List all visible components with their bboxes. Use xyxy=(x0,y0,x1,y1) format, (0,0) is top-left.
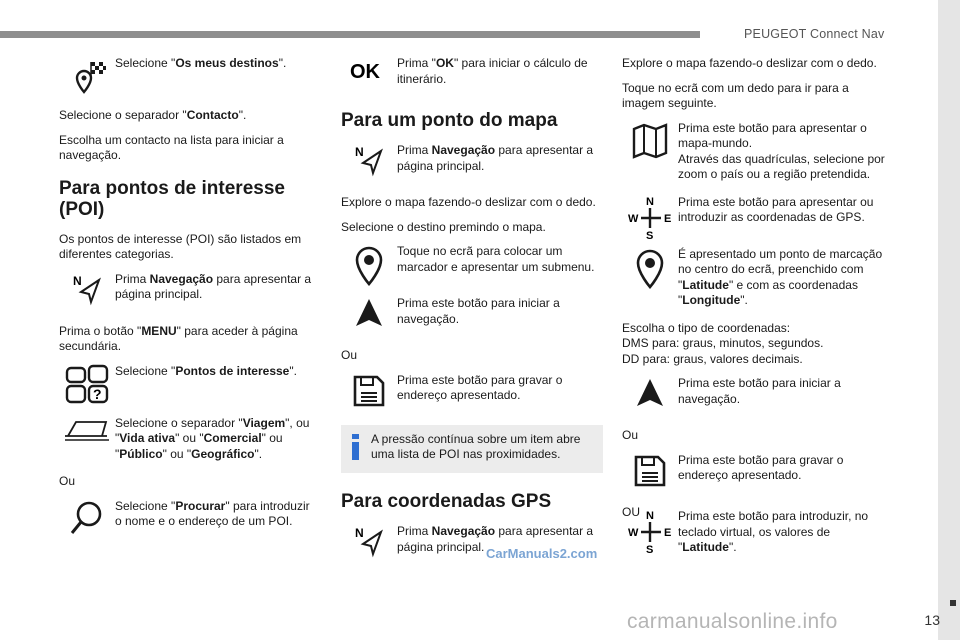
poi-intro: Os pontos de interesse (POI) são listados em diferentes categorias. xyxy=(59,231,302,261)
header-rule xyxy=(0,31,700,38)
heading-gps: Para coordenadas GPS xyxy=(341,491,552,512)
ok-icon-label: OK xyxy=(350,61,380,83)
svg-text:N: N xyxy=(355,526,364,540)
step-points-of-interest xyxy=(59,364,315,404)
watermark-carmanualsonline: carmanualsonline.info xyxy=(627,610,838,633)
select-contact-tab: Selecione o separador "Contacto". xyxy=(59,108,247,122)
column-3 xyxy=(622,56,886,568)
step-my-destinations xyxy=(59,56,315,96)
step-marker-displayed xyxy=(622,247,886,309)
step-gps-coordinates-text: Prima este botão para apresentar ou introduzir as coordenadas de GPS. xyxy=(678,194,874,224)
search-icon xyxy=(59,499,115,539)
or-text: Ou xyxy=(622,428,639,442)
info-text: A pressão contínua sobre um item abre uma lista de POI nas proximidades. xyxy=(371,431,581,461)
step-start-navigation-2-text: Prima este botão para iniciar a navegação. xyxy=(678,376,841,406)
info-icon xyxy=(349,432,365,467)
step-marker-displayed-text: É apresentado um ponto de marcação no centro do ecrã, preenchido com "Latitude" e com as coordenadas "Longitude". xyxy=(678,246,883,307)
ok-icon xyxy=(341,56,397,96)
watermark-carmanuals: CarManuals2.com xyxy=(486,546,598,561)
poi-categories-icon xyxy=(59,364,115,404)
compass-west-label: W xyxy=(628,527,639,539)
menu-button-instruction: Prima o botão "MENU" para aceder à página secundária. xyxy=(59,323,298,353)
destination-flag-icon xyxy=(59,56,115,96)
step-navigation-3-text: Prima Navegação para apresentar a página principal. xyxy=(397,524,594,554)
step-category-tab-text: Selecione o separador "Viagem", ou "Vida ativa" ou "Comercial" ou "Público" ou "Geográfico". xyxy=(115,415,310,461)
or-text: Ou xyxy=(59,474,76,488)
step-category-tab xyxy=(59,416,315,463)
manual-title: PEUGEOT Connect Nav xyxy=(744,27,885,41)
navigation-icon xyxy=(341,143,397,183)
step-enter-latitude xyxy=(622,509,886,556)
compass-south-label: S xyxy=(646,229,654,241)
compass-north-label: N xyxy=(646,195,654,208)
step-points-of-interest-text: Selecione "Pontos de interesse". xyxy=(115,363,297,378)
step-place-marker-text: Toque no ecrã para colocar um marcador e apresentar um submenu. xyxy=(397,244,595,274)
step-save-address xyxy=(341,373,603,413)
step-save-address-2-text: Prima este botão para gravar o endereço apresentado. xyxy=(678,452,844,482)
step-navigation-2-text: Prima Navegação para apresentar a página principal. xyxy=(397,143,594,173)
step-start-navigation-2 xyxy=(622,376,886,416)
or-text-upper: OU xyxy=(622,504,640,519)
compass-icon xyxy=(622,509,678,555)
world-map-icon xyxy=(622,121,678,161)
page-number: 13 xyxy=(924,612,940,628)
step-navigation xyxy=(59,272,315,312)
heading-map-point: Para um ponto do mapa xyxy=(341,110,558,131)
compass-east-label: E xyxy=(664,527,672,539)
navigation-icon xyxy=(341,524,397,564)
save-icon xyxy=(622,453,678,493)
map-pin-icon xyxy=(622,247,678,287)
svg-text:N: N xyxy=(73,273,82,288)
start-navigation-icon xyxy=(622,376,678,416)
heading-poi: Para pontos de interesse (POI) xyxy=(59,177,285,220)
map-pin-icon xyxy=(341,244,397,284)
compass-north-label: N xyxy=(646,510,654,522)
step-world-map-text: Prima este botão para apresentar o mapa-mundo. Através das quadrículas, selecione por zoom o país ou a região pretendida. xyxy=(678,120,885,181)
step-my-destinations-text: Selecione "Os meus destinos". xyxy=(115,56,287,70)
step-navigation-2 xyxy=(341,143,603,183)
column-1 xyxy=(59,56,315,551)
step-save-address-2 xyxy=(622,453,886,493)
select-destination: Selecione o destino premindo o mapa. xyxy=(341,219,546,234)
step-enter-latitude-text: Prima este botão para introduzir, no teclado virtual, os valores de "Latitude". xyxy=(678,509,869,554)
save-icon xyxy=(341,373,397,413)
navigation-icon xyxy=(59,272,115,312)
svg-text:?: ? xyxy=(93,385,102,402)
column-2 xyxy=(341,56,603,576)
step-ok xyxy=(341,56,603,96)
step-search xyxy=(59,499,315,539)
step-save-address-text: Prima este botão para gravar o endereço apresentado. xyxy=(397,372,563,402)
info-box xyxy=(341,425,603,474)
explore-map: Explore o mapa fazendo-o deslizar com o dedo. xyxy=(341,195,596,209)
step-navigation-text: Prima Navegação para apresentar a página principal. xyxy=(115,271,312,301)
compass-east-label: E xyxy=(664,212,672,225)
section-marker xyxy=(950,600,956,606)
step-ok-text: Prima "OK" para iniciar o cálculo de itinerário. xyxy=(397,56,588,86)
start-navigation-icon xyxy=(341,296,397,336)
step-place-marker xyxy=(341,244,603,284)
step-world-map xyxy=(622,121,886,183)
step-gps-coordinates xyxy=(622,194,886,241)
coordinate-types: Escolha o tipo de coordenadas: DMS para: graus, minutos, segundos. DD para: graus, valores decimais. xyxy=(622,320,824,366)
step-search-text: Selecione "Procurar" para introduzir o nome e o endereço de um POI. xyxy=(115,498,310,528)
compass-icon xyxy=(622,195,678,241)
tab-separator-icon xyxy=(59,416,115,456)
svg-text:N: N xyxy=(355,145,364,159)
choose-contact: Escolha um contacto na lista para iniciar a navegação. xyxy=(59,132,284,162)
compass-west-label: W xyxy=(628,212,639,225)
explore-map-2: Explore o mapa fazendo-o deslizar com o dedo. xyxy=(622,56,877,70)
compass-south-label: S xyxy=(646,544,654,555)
touch-next-image: Toque no ecrã com um dedo para ir para a imagem seguinte. xyxy=(622,80,849,110)
step-start-navigation-text: Prima este botão para iniciar a navegação. xyxy=(397,296,560,326)
page-edge-tab xyxy=(938,0,960,640)
or-text: Ou xyxy=(341,348,358,362)
step-start-navigation xyxy=(341,296,603,336)
